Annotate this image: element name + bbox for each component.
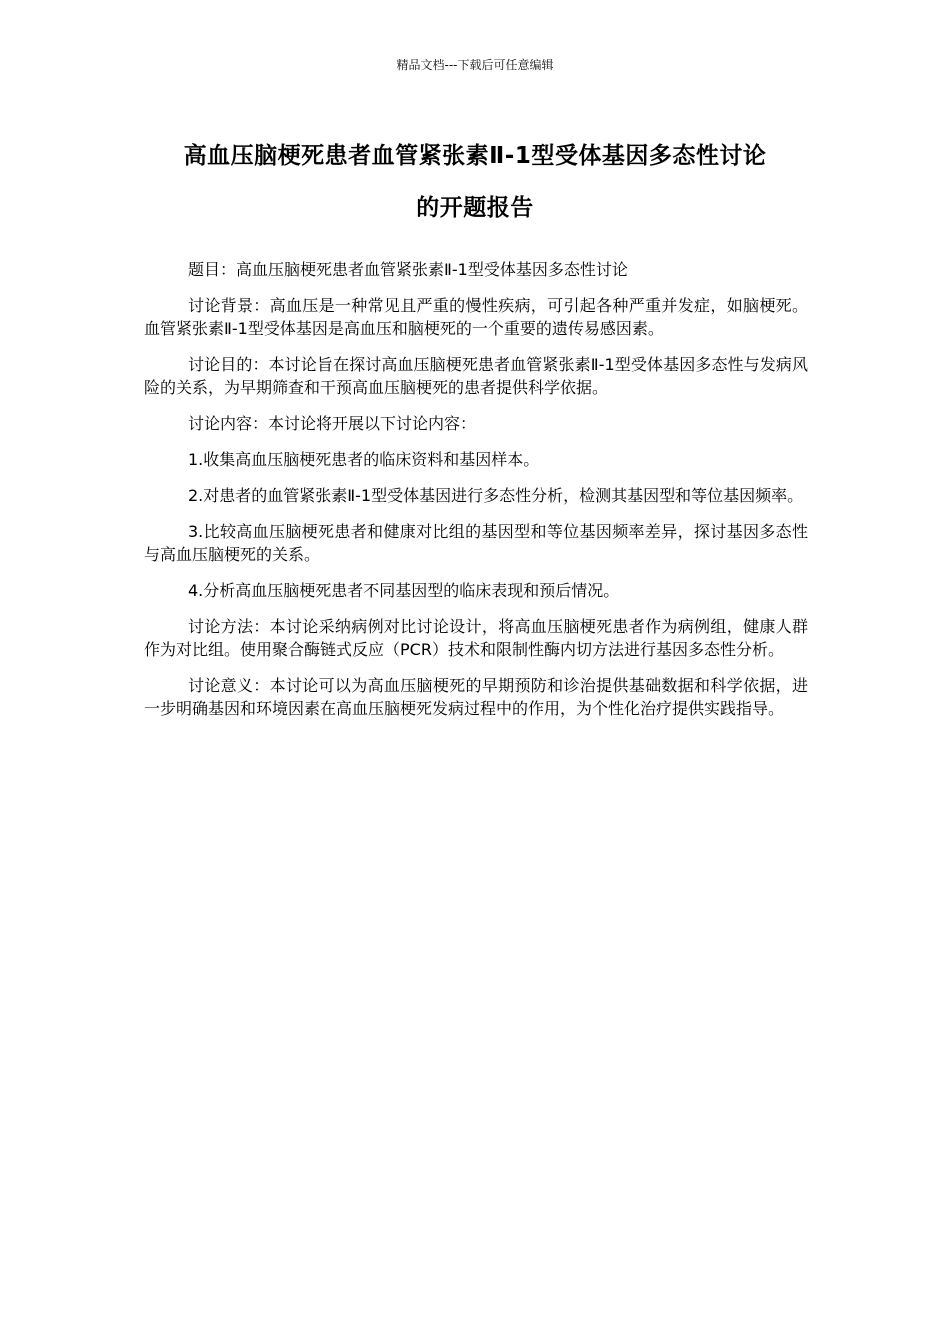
paragraph-topic: 题目：高血压脑梗死患者血管紧张素Ⅱ-1型受体基因多态性讨论 <box>188 260 628 279</box>
paragraph-significance: 讨论意义：本讨论可以为高血压脑梗死的早期预防和诊治提供基础数据和科学依据，进一步明确基因和环境因素在高血压脑梗死发病过程中的作用，为个性化治疗提供实践指导。 <box>144 676 808 718</box>
paragraph-background: 讨论背景：高血压是一种常见且严重的慢性疾病，可引起各种严重并发症，如脑梗死。血管紧张素Ⅱ-1型受体基因是高血压和脑梗死的一个重要的遗传易感因素。 <box>144 296 808 338</box>
document-title <box>130 130 820 234</box>
header-note: 精品文档---下载后可任意编辑 <box>396 58 554 72</box>
paragraph-content-item-2: 2.对患者的血管紧张素Ⅱ-1型受体基因进行多态性分析，检测其基因型和等位基因频率。 <box>188 486 804 505</box>
paragraph-content-item-4: 4.分析高血压脑梗死患者不同基因型的临床表现和预后情况。 <box>188 581 620 600</box>
paragraph-purpose: 讨论目的：本讨论旨在探讨高血压脑梗死患者血管紧张素Ⅱ-1型受体基因多态性与发病风险的关系，为早期筛查和干预高血压脑梗死的患者提供科学依据。 <box>144 355 808 397</box>
document-body <box>144 258 808 733</box>
paragraph-content-intro: 讨论内容：本讨论将开展以下讨论内容： <box>188 414 477 433</box>
paragraph-method: 讨论方法：本讨论采纳病例对比讨论设计，将高血压脑梗死患者作为病例组，健康人群作为对比组。使用聚合酶链式反应（PCR）技术和限制性酶内切方法进行基因多态性分析。 <box>144 617 808 659</box>
paragraph-content-item-1: 1.收集高血压脑梗死患者的临床资料和基因样本。 <box>188 450 540 469</box>
title-line-1: 高血压脑梗死患者血管紧张素Ⅱ-1型受体基因多态性讨论 <box>183 143 767 169</box>
paragraph-content-item-3: 3.比较高血压脑梗死患者和健康对比组的基因型和等位基因频率差异，探讨基因多态性与高血压脑梗死的关系。 <box>144 522 808 564</box>
title-line-2: 的开题报告 <box>416 195 534 221</box>
